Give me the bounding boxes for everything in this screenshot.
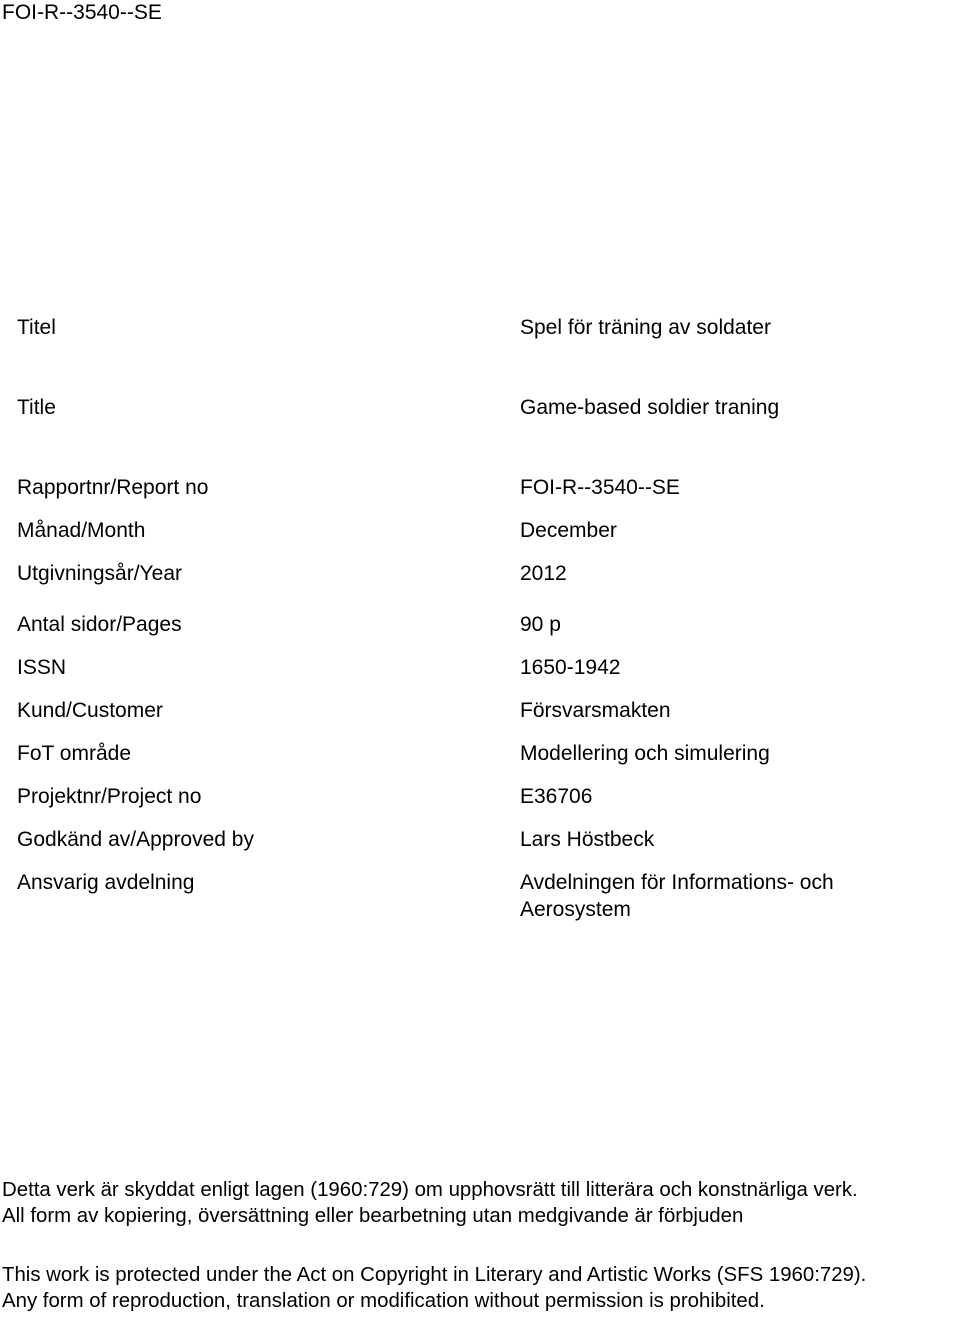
field-value: Försvarsmakten [520,699,671,722]
field-value: Avdelningen för Informations- och Aerosystem [520,871,834,921]
field-label: Kund/Customer [17,699,163,722]
field-label: Titel [17,316,56,339]
field-value: FOI-R--3540--SE [520,476,680,499]
copyright-notice-en-line2: Any form of reproduction, translation or modification without permission is prohibited. [2,1290,765,1312]
field-label: ISSN [17,656,67,679]
field-label: Rapportnr/Report no [17,476,209,499]
field-label: Antal sidor/Pages [17,613,182,636]
copyright-notice-sv-line1: Detta verk är skyddat enligt lagen (1960:729) om upphovsrätt till litterära och konstnärliga verk. [2,1179,858,1201]
copyright-notice-sv-line2: All form av kopiering, översättning eller bearbetning utan medgivande är förbjuden [2,1205,744,1227]
field-value: 90 p [520,613,561,636]
field-value: 1650-1942 [520,656,621,679]
field-value: Modellering och simulering [520,742,770,765]
field-label: Utgivningsår/Year [17,562,182,585]
field-label: Månad/Month [17,519,146,542]
field-label: Title [17,396,56,419]
field-value: Game-based soldier traning [520,396,780,419]
report-number-header: FOI-R--3540--SE [2,1,162,24]
field-value: December [520,519,617,542]
field-value: E36706 [520,785,593,808]
field-value: Spel för träning av soldater [520,316,771,339]
field-label: Godkänd av/Approved by [17,828,254,851]
field-value: Lars Höstbeck [520,828,655,851]
copyright-notice-en-line1: This work is protected under the Act on Copyright in Literary and Artistic Works (SFS 1960:729). [2,1264,867,1286]
field-label: FoT område [17,742,131,765]
field-label: Ansvarig avdelning [17,871,195,894]
field-label: Projektnr/Project no [17,785,202,808]
field-value: 2012 [520,562,567,585]
